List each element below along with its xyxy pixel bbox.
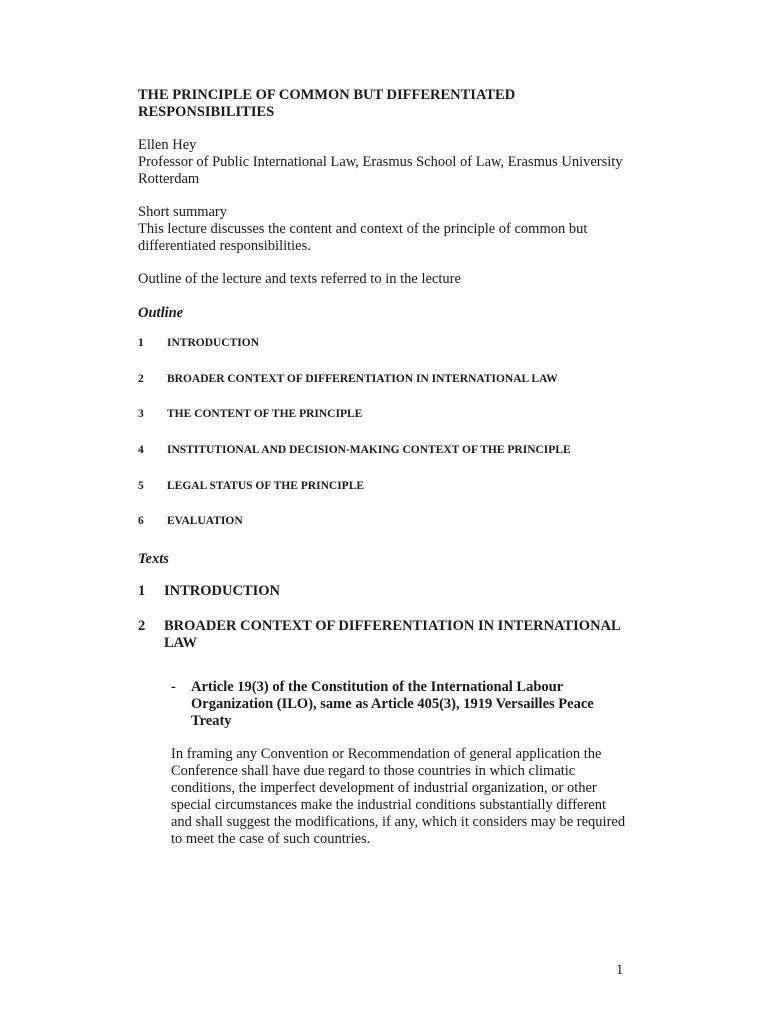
section-number: 2 [138, 618, 146, 634]
outline-item [138, 514, 243, 528]
outline-item-number: 4 [138, 444, 144, 456]
article-bullet [171, 679, 611, 730]
outline-item [138, 336, 259, 350]
section-number: 1 [138, 583, 146, 599]
section-title: BROADER CONTEXT OF DIFFERENTIATION IN INTERNATIONAL LAW [164, 618, 620, 651]
outline-item [138, 443, 571, 457]
article-reference: Article 19(3) of the Constitution of the International Labour Organization (ILO), same as Article 405(3), 1919 Versailles Peace Treaty [191, 679, 594, 729]
outline-item-label: BROADER CONTEXT OF DIFFERENTIATION IN INTERNATIONAL LAW [167, 373, 558, 385]
author-block [138, 137, 628, 188]
outline-item-label: INSTITUTIONAL AND DECISION-MAKING CONTEXT OF THE PRINCIPLE [167, 444, 571, 456]
outline-item-label: EVALUATION [167, 515, 243, 527]
outline-item [138, 407, 362, 421]
outline-item-label: LEGAL STATUS OF THE PRINCIPLE [167, 480, 365, 492]
outline-item-number: 2 [138, 373, 144, 385]
outline-item-label: THE CONTENT OF THE PRINCIPLE [167, 408, 363, 420]
outline-item-number: 1 [138, 337, 144, 349]
section-title: INTRODUCTION [164, 583, 281, 599]
bullet-marker: - [171, 679, 176, 695]
outline-item-number: 3 [138, 408, 144, 420]
outline-item [138, 372, 558, 386]
section-heading [138, 583, 628, 600]
article-quote: In framing any Convention or Recommendation of general application the Conference shall have due regard to those countries in which climatic conditions, the imperfect development of industrial organization, or other special circumstances make the industrial conditions substantially different and shall suggest the modifications, if any, which it considers may be required to meet the case of such countries. [171, 746, 626, 847]
texts-heading: Texts [138, 551, 169, 567]
outline-item [138, 479, 364, 493]
outline-item-number: 5 [138, 480, 144, 492]
summary-heading: Short summary [138, 204, 228, 220]
author-name: Ellen Hey [138, 137, 197, 153]
summary-block [138, 204, 628, 255]
outline-item-number: 6 [138, 515, 144, 527]
section-heading [138, 618, 628, 652]
outline-intro: Outline of the lecture and texts referred to in the lecture [138, 271, 461, 287]
author-affiliation: Professor of Public International Law, Erasmus School of Law, Erasmus University Rotterdam [138, 154, 623, 187]
summary-text: This lecture discusses the content and context of the principle of common but differentiated responsibilities. [138, 221, 588, 254]
page-number: 1 [616, 962, 624, 978]
outline-heading: Outline [138, 305, 184, 321]
document-title: THE PRINCIPLE OF COMMON BUT DIFFERENTIATED RESPONSIBILITIES [138, 87, 516, 120]
outline-item-label: INTRODUCTION [167, 337, 260, 349]
